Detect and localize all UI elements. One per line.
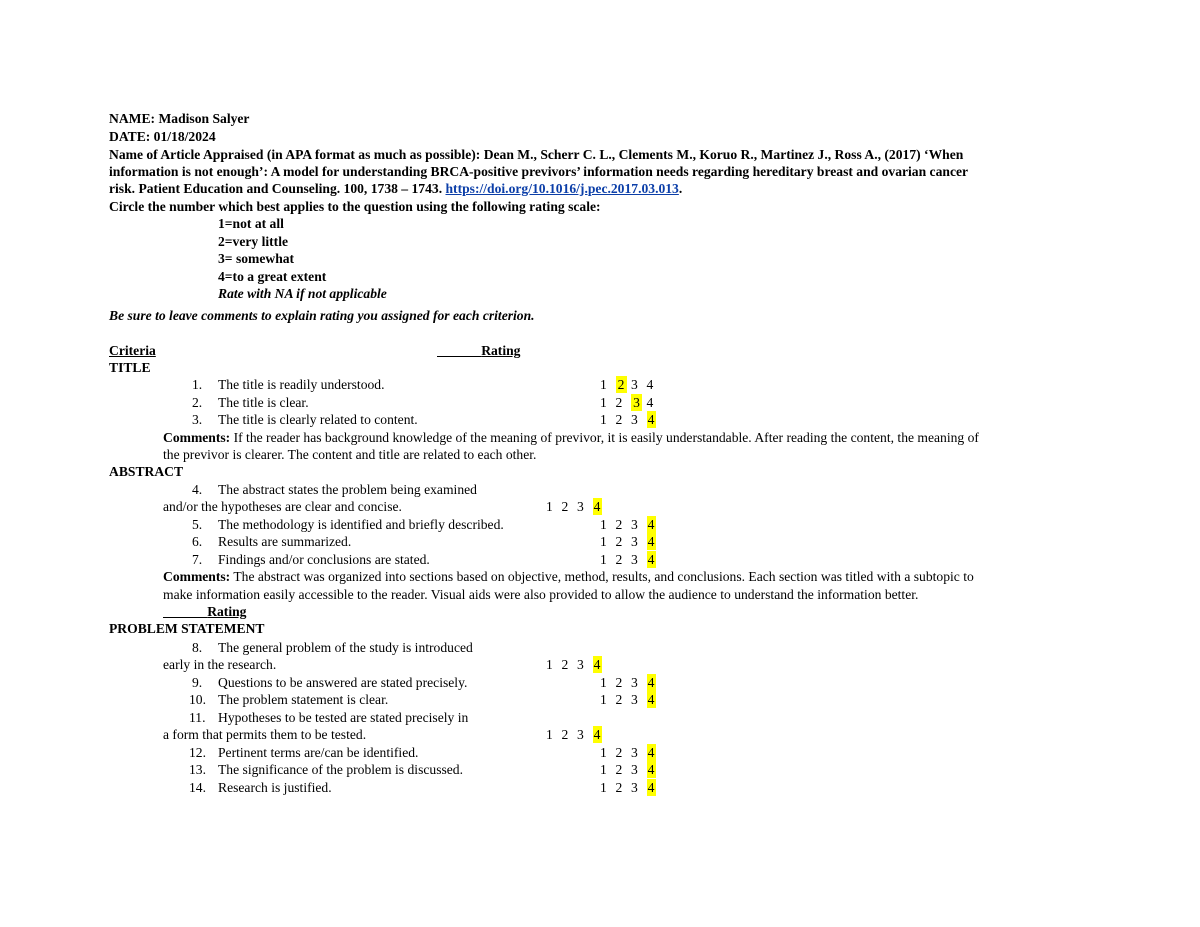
score-2-selected[interactable]: 2	[616, 376, 627, 393]
score-1[interactable]: 1	[600, 552, 607, 567]
comments-label: Comments:	[163, 430, 231, 445]
section-heading-problem-statement: PROBLEM STATEMENT	[109, 621, 265, 636]
score-4-selected[interactable]: 4	[647, 534, 655, 549]
score-3[interactable]: 3	[631, 780, 638, 795]
criterion-text: The title is clearly related to content.	[218, 412, 418, 427]
score-2[interactable]: 2	[615, 412, 623, 427]
criterion-number: 3.	[192, 412, 203, 427]
scale-item-2: 2=very little	[218, 234, 289, 249]
criterion-number: 12.	[189, 745, 206, 760]
rating-scores	[600, 551, 656, 568]
score-4-selected[interactable]: 4	[647, 412, 655, 427]
criterion-text: The methodology is identified and briefly described.	[218, 517, 504, 532]
score-3-selected[interactable]: 3	[631, 394, 642, 411]
score-4[interactable]: 4	[646, 395, 654, 410]
criterion-text: The problem statement is clear.	[218, 692, 389, 707]
rating-scores	[600, 394, 662, 411]
rating-scores	[600, 744, 656, 761]
section-heading-title: TITLE	[109, 360, 151, 375]
na-note: Rate with NA if not applicable	[218, 286, 387, 301]
criterion-number: 4.	[192, 482, 203, 497]
criterion-text-continued: and/or the hypotheses are clear and concise.	[163, 499, 402, 514]
rating-header-spacer	[437, 343, 481, 358]
score-1[interactable]: 1	[600, 412, 607, 427]
criterion-text: The general problem of the study is introduced	[218, 640, 473, 655]
criterion-text: Questions to be answered are stated precisely.	[218, 675, 468, 690]
score-2[interactable]: 2	[615, 762, 623, 777]
article-line-1: Name of Article Appraised (in APA format as much as possible): Dean M., Scherr C. L., Clements M., Koruo R., Martinez J., Ross A., (2017) ‘When	[109, 147, 964, 162]
score-4-selected[interactable]: 4	[647, 517, 655, 532]
score-1[interactable]: 1	[600, 534, 607, 549]
criterion-text: The abstract states the problem being examined	[218, 482, 477, 497]
rating-scores	[600, 376, 662, 393]
rating-header-label: Rating	[207, 604, 247, 619]
criterion-text: The title is clear.	[218, 395, 309, 410]
criterion-number: 14.	[189, 780, 206, 795]
score-2[interactable]: 2	[615, 780, 623, 795]
rating-scores	[546, 726, 602, 743]
criterion-text: Results are summarized.	[218, 534, 352, 549]
score-3[interactable]: 3	[631, 377, 638, 392]
comments-note: Be sure to leave comments to explain rating you assigned for each criterion.	[109, 308, 535, 323]
rating-header-spacer	[163, 604, 207, 619]
score-2[interactable]: 2	[615, 534, 623, 549]
score-3[interactable]: 3	[577, 499, 584, 514]
score-3[interactable]: 3	[631, 534, 638, 549]
score-4[interactable]: 4	[646, 377, 654, 392]
rating-scores	[600, 516, 656, 533]
comments-text: If the reader has background knowledge of the meaning of previvor, it is easily understandable. After reading the content, the meaning of	[230, 430, 979, 445]
rating-header-secondary	[163, 603, 246, 620]
article-period: .	[678, 181, 683, 196]
score-4-selected[interactable]: 4	[647, 692, 655, 707]
score-3[interactable]: 3	[631, 762, 638, 777]
criterion-number: 2.	[192, 395, 203, 410]
criterion-text: The title is readily understood.	[218, 377, 385, 392]
date-line: DATE: 01/18/2024	[109, 129, 216, 144]
score-4-selected[interactable]: 4	[647, 745, 655, 760]
criterion-text-continued: early in the research.	[163, 657, 277, 672]
score-4-selected[interactable]: 4	[593, 657, 601, 672]
criterion-number: 13.	[189, 762, 206, 777]
score-3[interactable]: 3	[577, 657, 584, 672]
rating-scores	[546, 498, 602, 515]
score-3[interactable]: 3	[577, 727, 584, 742]
article-line-3	[109, 180, 682, 197]
abstract-comments-line-1	[163, 568, 974, 585]
score-4-selected[interactable]: 4	[647, 552, 655, 567]
rating-scores	[600, 691, 656, 708]
score-1[interactable]: 1	[600, 692, 607, 707]
comments-text: The abstract was organized into sections based on objective, method, results, and conclusions. Each section was titled with a subtopic to	[230, 569, 974, 584]
score-1[interactable]: 1	[546, 657, 553, 672]
criterion-text-continued: a form that permits them to be tested.	[163, 727, 367, 742]
title-comments-line-1	[163, 429, 979, 446]
instructions-line: Circle the number which best applies to the question using the following rating scale:	[109, 199, 601, 214]
score-3[interactable]: 3	[631, 692, 638, 707]
abstract-comments-line-2: make information easily accessible to the reader. Visual aids were also provided to allow the audience to understand the information better.	[163, 587, 919, 602]
score-2[interactable]: 2	[561, 499, 569, 514]
article-citation-text: risk. Patient Education and Counseling. 100, 1738 – 1743.	[109, 181, 446, 196]
score-4-selected[interactable]: 4	[593, 727, 601, 742]
rating-scores	[600, 533, 656, 550]
criterion-number: 6.	[192, 534, 203, 549]
score-4-selected[interactable]: 4	[647, 675, 655, 690]
score-1[interactable]: 1	[600, 675, 607, 690]
doi-link[interactable]: https://doi.org/10.1016/j.pec.2017.03.013	[445, 181, 679, 196]
score-2[interactable]: 2	[615, 692, 623, 707]
score-3[interactable]: 3	[631, 552, 638, 567]
scale-item-3: 3= somewhat	[218, 251, 295, 266]
name-line: NAME: Madison Salyer	[109, 111, 250, 126]
rating-scores	[600, 674, 656, 691]
criterion-number: 8.	[192, 640, 203, 655]
rating-scores	[600, 779, 656, 796]
score-2[interactable]: 2	[615, 517, 623, 532]
criterion-number: 7.	[192, 552, 203, 567]
score-2[interactable]: 2	[615, 745, 623, 760]
score-2[interactable]: 2	[615, 552, 623, 567]
title-comments-line-2: the previvor is clearer. The content and title are related to each other.	[163, 447, 537, 462]
criterion-text: Hypotheses to be tested are stated precisely in	[218, 710, 469, 725]
score-3[interactable]: 3	[631, 412, 638, 427]
rating-scores	[600, 761, 656, 778]
score-2[interactable]: 2	[615, 395, 623, 410]
score-3[interactable]: 3	[631, 517, 638, 532]
score-2[interactable]: 2	[561, 657, 569, 672]
criteria-header: Criteria	[109, 343, 156, 358]
score-2[interactable]: 2	[615, 675, 623, 690]
score-2[interactable]: 2	[561, 727, 569, 742]
score-1[interactable]: 1	[600, 377, 607, 392]
score-4-selected[interactable]: 4	[647, 780, 655, 795]
criterion-text: Findings and/or conclusions are stated.	[218, 552, 430, 567]
score-4-selected[interactable]: 4	[593, 499, 601, 514]
score-1[interactable]: 1	[546, 727, 553, 742]
score-1[interactable]: 1	[600, 780, 607, 795]
criterion-number: 9.	[192, 675, 203, 690]
article-line-2: information is not enough’: A model for understanding BRCA-positive previvors’ information needs regarding hereditary breast and ovarian cancer	[109, 164, 969, 179]
rating-header	[437, 342, 520, 359]
scale-item-1: 1=not at all	[218, 216, 284, 231]
score-1[interactable]: 1	[546, 499, 553, 514]
score-1[interactable]: 1	[600, 762, 607, 777]
rating-scores	[546, 656, 602, 673]
section-heading-abstract: ABSTRACT	[109, 464, 184, 479]
criterion-text: Research is justified.	[218, 780, 332, 795]
criterion-number: 10.	[189, 692, 206, 707]
score-1[interactable]: 1	[600, 517, 607, 532]
criterion-number: 1.	[192, 377, 203, 392]
scale-item-4: 4=to a great extent	[218, 269, 327, 284]
rating-scores	[600, 411, 656, 428]
criterion-text: Pertinent terms are/can be identified.	[218, 745, 419, 760]
criterion-text: The significance of the problem is discussed.	[218, 762, 463, 777]
score-4-selected[interactable]: 4	[647, 762, 655, 777]
score-3[interactable]: 3	[631, 675, 638, 690]
score-1[interactable]: 1	[600, 395, 607, 410]
rating-header-label: Rating	[481, 343, 521, 358]
criterion-number: 11.	[189, 710, 206, 725]
score-3[interactable]: 3	[631, 745, 638, 760]
comments-label: Comments:	[163, 569, 231, 584]
score-1[interactable]: 1	[600, 745, 607, 760]
criterion-number: 5.	[192, 517, 203, 532]
